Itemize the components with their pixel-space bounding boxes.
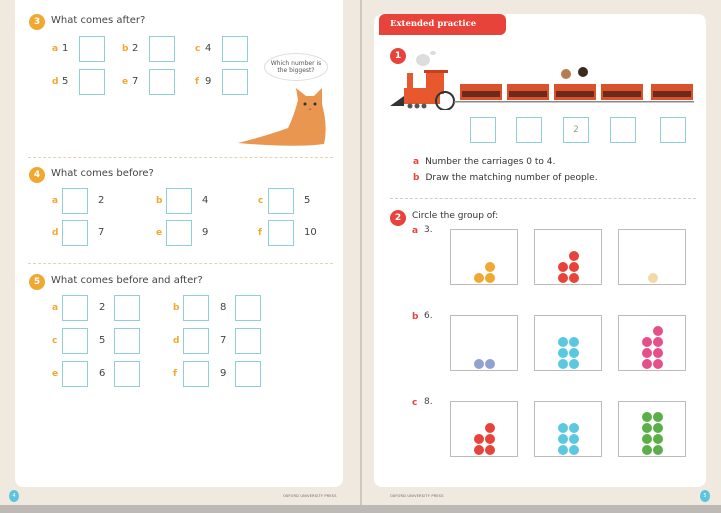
row-label: c bbox=[412, 398, 418, 408]
answer-box[interactable] bbox=[268, 220, 294, 246]
counting-dot bbox=[642, 359, 652, 369]
after-box[interactable] bbox=[114, 328, 140, 354]
counting-dot bbox=[558, 423, 568, 433]
counting-dot bbox=[474, 273, 484, 283]
carriage-number-box[interactable] bbox=[516, 117, 542, 143]
item-label: a bbox=[52, 44, 59, 54]
counting-dot bbox=[558, 445, 568, 455]
counting-dot bbox=[642, 337, 652, 347]
row-label: b bbox=[412, 312, 419, 322]
item-value: 8 bbox=[220, 302, 227, 313]
counting-dot bbox=[653, 412, 663, 422]
item-value: 2 bbox=[132, 43, 139, 54]
counting-dot bbox=[653, 337, 663, 347]
kitten-illustration bbox=[236, 86, 332, 150]
item-value: 5 bbox=[304, 195, 311, 206]
counting-dot bbox=[653, 326, 663, 336]
dot-group[interactable] bbox=[534, 315, 602, 371]
answer-box[interactable] bbox=[268, 188, 294, 214]
item-value: 7 bbox=[98, 227, 105, 238]
counting-dot bbox=[642, 423, 652, 433]
dot-group[interactable] bbox=[450, 229, 518, 285]
item-value: 9 bbox=[220, 368, 227, 379]
item-label: c bbox=[258, 196, 264, 206]
row-target: 6. bbox=[424, 311, 433, 321]
answer-box[interactable] bbox=[62, 220, 88, 246]
item-value: 6 bbox=[99, 368, 106, 379]
counting-dot bbox=[569, 348, 579, 358]
item-value: 10 bbox=[304, 227, 317, 238]
item-value: 2 bbox=[99, 302, 106, 313]
extended-practice-banner: Extended practice bbox=[379, 14, 506, 35]
item-label: c bbox=[52, 336, 58, 346]
item-value: 7 bbox=[220, 335, 227, 346]
after-box[interactable] bbox=[235, 328, 261, 354]
item-label: e bbox=[52, 369, 59, 379]
item-label: a bbox=[413, 157, 420, 167]
answer-box[interactable] bbox=[149, 36, 175, 62]
counting-dot bbox=[485, 423, 495, 433]
counting-dot bbox=[642, 348, 652, 358]
counting-dot bbox=[653, 348, 663, 358]
counting-dot bbox=[485, 445, 495, 455]
counting-dot bbox=[558, 348, 568, 358]
counting-dot bbox=[569, 445, 579, 455]
item-label: a bbox=[52, 196, 59, 206]
counting-dot bbox=[569, 434, 579, 444]
counting-dot bbox=[648, 273, 658, 283]
after-box[interactable] bbox=[114, 295, 140, 321]
item-label: b bbox=[173, 303, 180, 313]
counting-dot bbox=[485, 273, 495, 283]
counting-dot bbox=[653, 434, 663, 444]
counting-dot bbox=[558, 359, 568, 369]
item-value: 9 bbox=[205, 76, 212, 87]
page-number-right: 5 bbox=[700, 490, 710, 502]
answer-box[interactable] bbox=[79, 36, 105, 62]
answer-box[interactable] bbox=[166, 188, 192, 214]
carriage-number-box[interactable] bbox=[610, 117, 636, 143]
item-value: 4 bbox=[202, 195, 209, 206]
speech-bubble: Which number is the biggest? bbox=[264, 53, 328, 81]
item-label: c bbox=[195, 44, 201, 54]
dot-group[interactable] bbox=[618, 229, 686, 285]
item-label: d bbox=[173, 336, 180, 346]
page-number-left: 4 bbox=[9, 490, 19, 502]
item-label: b bbox=[122, 44, 129, 54]
q1-number-badge: 1 bbox=[390, 48, 406, 64]
section-divider bbox=[28, 157, 333, 158]
item-label: a bbox=[52, 303, 59, 313]
answer-box[interactable] bbox=[79, 69, 105, 95]
item-value: 5 bbox=[62, 76, 69, 87]
before-box[interactable] bbox=[183, 328, 209, 354]
instruction-text: Number the carriages 0 to 4. bbox=[425, 157, 556, 167]
carriage-number-box[interactable]: 2 bbox=[563, 117, 589, 143]
answer-box[interactable] bbox=[62, 188, 88, 214]
counting-dot bbox=[653, 423, 663, 433]
row-target: 8. bbox=[424, 397, 433, 407]
q2-title: Circle the group of: bbox=[412, 211, 499, 221]
item-label: f bbox=[173, 369, 177, 379]
dot-group[interactable] bbox=[450, 401, 518, 457]
counting-dot bbox=[485, 262, 495, 272]
counting-dot bbox=[569, 251, 579, 261]
bottom-bar bbox=[0, 505, 721, 513]
item-label: d bbox=[52, 228, 59, 238]
q1-instruction-b bbox=[413, 173, 598, 183]
counting-dot bbox=[485, 434, 495, 444]
before-box[interactable] bbox=[183, 361, 209, 387]
footer-right: OXFORD UNIVERSITY PRESS bbox=[390, 494, 444, 498]
counting-dot bbox=[653, 359, 663, 369]
after-box[interactable] bbox=[114, 361, 140, 387]
before-box[interactable] bbox=[62, 361, 88, 387]
counting-dot bbox=[474, 434, 484, 444]
item-label: b bbox=[413, 173, 420, 183]
after-box[interactable] bbox=[235, 295, 261, 321]
item-value: 9 bbox=[202, 227, 209, 238]
dot-group[interactable] bbox=[618, 315, 686, 371]
counting-dot bbox=[642, 412, 652, 422]
item-value: 5 bbox=[99, 335, 106, 346]
item-label: f bbox=[195, 77, 199, 87]
counting-dot bbox=[569, 359, 579, 369]
spine-divider bbox=[360, 0, 362, 513]
row-label: a bbox=[412, 226, 419, 236]
q5-title: What comes before and after? bbox=[51, 275, 203, 286]
counting-dot bbox=[642, 434, 652, 444]
counting-dot bbox=[474, 445, 484, 455]
counting-dot bbox=[485, 359, 495, 369]
item-label: f bbox=[258, 228, 262, 238]
counting-dot bbox=[558, 273, 568, 283]
carriage-number-box[interactable] bbox=[470, 117, 496, 143]
answer-box[interactable] bbox=[166, 220, 192, 246]
q4-number-badge: 4 bbox=[29, 167, 45, 183]
footer-left: OXFORD UNIVERSITY PRESS bbox=[283, 494, 337, 498]
before-box[interactable] bbox=[183, 295, 209, 321]
carriage-number-box[interactable] bbox=[660, 117, 686, 143]
answer-box[interactable] bbox=[149, 69, 175, 95]
dot-group[interactable] bbox=[534, 229, 602, 285]
item-value: 1 bbox=[62, 43, 69, 54]
instruction-text: Draw the matching number of people. bbox=[425, 173, 598, 183]
dot-group[interactable] bbox=[534, 401, 602, 457]
counting-dot bbox=[653, 445, 663, 455]
q2-number-badge: 2 bbox=[390, 210, 406, 226]
before-box[interactable] bbox=[62, 328, 88, 354]
item-value: 7 bbox=[132, 76, 139, 87]
counting-dot bbox=[569, 423, 579, 433]
counting-dot bbox=[558, 434, 568, 444]
row-target: 3. bbox=[424, 225, 433, 235]
counting-dot bbox=[474, 359, 484, 369]
q1-instruction-a bbox=[413, 157, 555, 167]
item-label: d bbox=[52, 77, 59, 87]
train-illustration bbox=[390, 48, 700, 110]
item-value: 4 bbox=[205, 43, 212, 54]
section-divider bbox=[28, 263, 333, 264]
answer-box[interactable] bbox=[222, 36, 248, 62]
counting-dot bbox=[569, 337, 579, 347]
item-label: b bbox=[156, 196, 163, 206]
after-box[interactable] bbox=[235, 361, 261, 387]
q3-number-badge: 3 bbox=[29, 14, 45, 30]
dot-group[interactable] bbox=[450, 315, 518, 371]
counting-dot bbox=[642, 445, 652, 455]
q3-title: What comes after? bbox=[51, 15, 146, 26]
section-divider bbox=[390, 198, 696, 199]
counting-dot bbox=[569, 273, 579, 283]
item-label: e bbox=[156, 228, 163, 238]
counting-dot bbox=[558, 262, 568, 272]
item-label: e bbox=[122, 77, 129, 87]
counting-dot bbox=[558, 337, 568, 347]
q5-number-badge: 5 bbox=[29, 274, 45, 290]
counting-dot bbox=[569, 262, 579, 272]
q4-title: What comes before? bbox=[51, 168, 154, 179]
item-value: 2 bbox=[98, 195, 105, 206]
dot-group[interactable] bbox=[618, 401, 686, 457]
before-box[interactable] bbox=[62, 295, 88, 321]
